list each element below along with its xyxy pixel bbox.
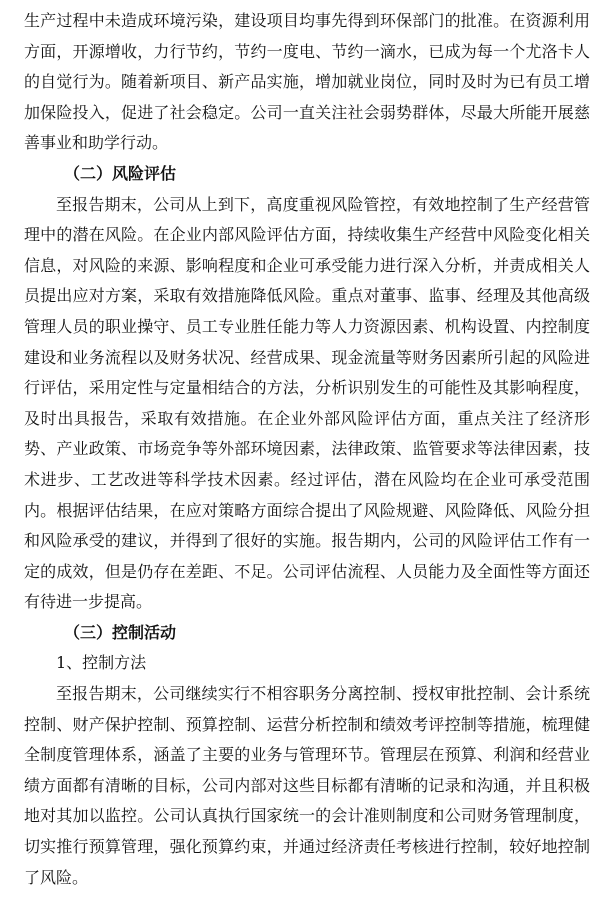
section-heading-control-activities: （三）控制活动 (64, 622, 177, 642)
paragraph-control-method: 至报告期末，公司继续实行不相容职务分离控制、授权审批控制、会计系统控制、财产保护控制、预算控制、运营分析控制和绩效考评控制等措施，梳理健全制度管理体系，涵盖了主要的业务与管理环节。管理层在预算、利润和经营业绩方面都有清晰的目标，公司内部对这些目标都有清晰的记录和沟通，并且积极地对其加以监控。公司认真执行国家统一的会计准则制度和公司财务管理制度，切实推行预算管理，强化预算约束，并通过经济责任考核进行控制，较好地控制了风险。 (24, 684, 590, 887)
subheading-control-method: 1、控制方法 (56, 653, 147, 673)
paragraph-risk-assessment: 至报告期末，公司从上到下，高度重视风险管控，有效地控制了生产经营管理中的潜在风险。在企业内部风险评估方面，持续收集生产经营中风险变化相关信息，对风险的来源、影响程度和企业可承受能力进行深入分析，并责成相关人员提出应对方案，采取有效措施降低风险。重点对董事、监事、经理及其他高级管理人员的职业操守、员工专业胜任能力等人力资源因素、机构设置、内控制度建设和业务流程以及财务状况、经营成果、现金流量等财务因素所引起的风险进行评估，采用定性与定量相结合的方法，分析识别发生的可能性及其影响程度，及时出具报告，采取有效措施。在企业外部风险评估方面，重点关注了经济形势、产业政策、市场竞争等外部环境因素，法律政策、监管要求等法律因素，技术进步、工艺改进等科学技术因素。经过评估，潜在风险均在企业可承受范围内。根据评估结果，在应对策略方面综合提出了风险规避、风险降低、风险分担和风险承受的建议，并得到了很好的实施。报告期内，公司的风险评估工作有一定的成效，但是仍存在差距、不足。公司评估流程、人员能力及全面性等方面还有待进一步提高。 (24, 194, 590, 612)
paragraph-environment-social: 生产过程中未造成环境污染，建设项目均事先得到环保部门的批准。在资源利用方面，开源增收，力行节约，节约一度电、节约一滴水，已成为每一个尤洛卡人的自觉行为。随着新项目、新产品实施，增加就业岗位，同时及时为已有员工增加保险投入，促进了社会稳定。公司一直关注社会弱势群体，尽最大所能开展慈善事业和助学行动。 (24, 11, 590, 153)
section-heading-risk-assessment: （二）风险评估 (64, 163, 177, 183)
